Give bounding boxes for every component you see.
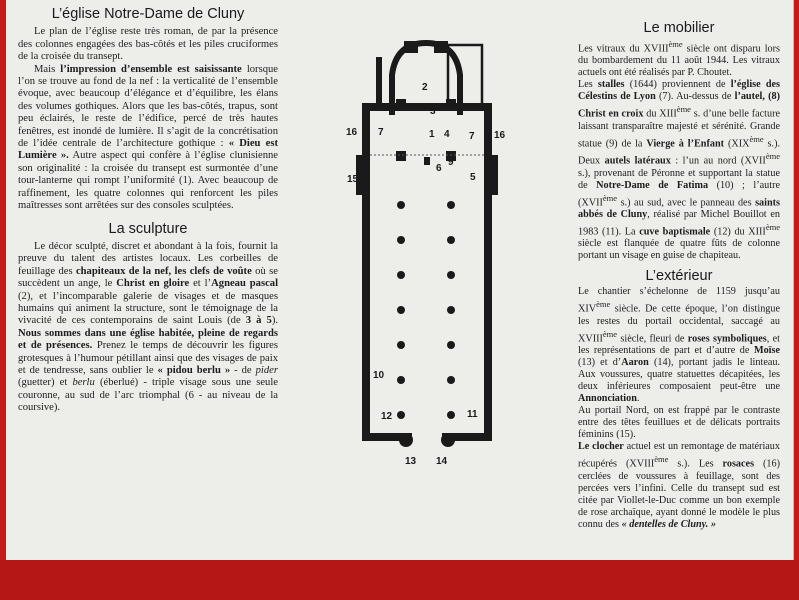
right-column — [578, 22, 780, 531]
plan-label: 7 — [378, 127, 384, 138]
info-board — [6, 0, 794, 560]
plan-label: 15 — [347, 174, 359, 185]
furniture-heading: Le mobilier — [643, 20, 715, 36]
plan-label: 13 — [405, 456, 417, 467]
sculpture-paragraph: Le décor sculpté, discret et abondant à la fois, fournit la preuve du talent des artistes locaux. Les corbeilles de feuillage des chapiteaux de la nef, les clefs de voûte où se succèdent un ange, le Christ en gloire et l’Agneau pascal (2), et l’incomparable galerie de visages et de masques humains qui animent la structure, sont le témoignage de la vivacité de ces contemporains de saint Louis (de 3 à 5). Nous sommes dans une église habitée, pleine de regards et de présences. Prenez le temps de découvrir les figures grotesques à l’humour pétillant ainsi que des visages de paix et de tendresse, sans oublier le « pidou berlu » - de pider (guetter) et berlu (éberlué) - triple visage sous une seule couronne, au sud de l’arc triomphal (6 - au niveau de la coursive). — [18, 240, 279, 414]
plan-label: 14 — [436, 456, 448, 467]
church-title: L’église Notre-Dame de Cluny — [51, 6, 245, 22]
plan-label: 16 — [346, 127, 358, 138]
plan-label: 6 — [436, 163, 442, 174]
plan-label: 2 — [422, 82, 428, 93]
red-frame-bottom — [0, 560, 799, 600]
intro-paragraph: Le plan de l’église reste très roman, de par la présence des colonnes engagées des bas-côtés et les piles cruciformes de la croisée du transept. Mais l’impression d’ensemble est saisissante lorsque l’on se trouve au fond de la nef : la verticalité de l’ensemble évoque, avec beaucoup d’élégance et d’équilibre, les élans des volumes gothiques. Alors que les bas-côtés, trapus, sont peu éclairés, le reste de l’édifice, percé de très hautes fenêtres, est inondé de lumière. Il s’agit de la concrétisation de l’idée centrale de l’architecture gothique : « Dieu est Lumière ». Autre aspect qui confère à l’église clunisienne son originalité : la croisée du transept est surmontée d’une tour-lanterne qui rompt l’uniformité (1). Avec beaucoup de raffinement, les quatre colonnes qui renforcent les piles maîtresses sont arrêtées sur des consoles sculptées. — [18, 26, 279, 212]
church-floor-plan — [336, 35, 516, 475]
plan-pillars — [396, 99, 456, 447]
plan-label: 12 — [381, 411, 393, 422]
plan-label: 4 — [444, 129, 450, 140]
left-column — [18, 8, 278, 415]
exterior-heading: L’extérieur — [645, 268, 713, 285]
plan-walls — [356, 41, 498, 441]
plan-label: 9 — [448, 157, 454, 168]
plan-label: 3 — [430, 106, 436, 117]
plan-label: 1 — [429, 129, 435, 140]
sculpture-heading: La sculpture — [108, 220, 188, 237]
plan-label: 8 — [424, 157, 430, 168]
plan-label: 16 — [494, 130, 506, 141]
furniture-paragraph: Les vitraux du XVIIIème siècle ont disparu lors du bombardement du 11 août 1944. Les vitraux actuels ont été réalisés par P. Choutet. Les stalles (1644) proviennent de l’église des Célestins de Lyon (7). Au-dessus de l’autel, (8) Christ en croix du XIIIème s. d’une belle facture laissant transparaître majesté et sérénité. Grande statue (9) de la Vierge à l’Enfant (XIXème s.). Deux autels latéraux : l’un au nord (XVIIème s.), provenant de Péronne et supportant la statue de Notre-Dame de Fatima (10) ; l’autre (XVIIème s.) au sud, avec le panneau des saints abbés de Cluny, réalisé par Michel Bouillot en 1983 (11). La cuve baptismale (12) du XIIIème siècle est flanquée de quatre fûts de colonne portant un visage en guise de chapiteau. — [578, 39, 781, 262]
exterior-paragraph: Le chantier s’échelonne de 1159 jusqu’au XIVème siècle. De cette époque, l’on distingue les restes du portail occidental, saccagé au XVIIIème siècle, fleuri de roses symboliques, et les représentations de part et d’autre de Moïse (13) et d’Aaron (14), portant jadis le linteau. Aux voussures, quatre statuettes décapitées, les deux inférieures composaient peut-être une Annonciation. Au portail Nord, on est frappé par le contraste entre des têtes feuillues et de délicats portraits féminins (15). Le clocher actuel est un remontage de matériaux récupérés (XVIIIème s.). Les rosaces (16) cerclées de voussures à feuillage, sont des percées vers l’infini. Celle du transept sud est citée par Viollet-le-Duc comme un bon exemple de rose archaïque, ayant donné le modèle le plus connu des « dentelles de Cluny. » — [578, 286, 781, 530]
plan-label: 5 — [470, 172, 476, 183]
plan-label: 7 — [469, 131, 475, 142]
plan-label: 11 — [467, 409, 478, 420]
plan-label: 10 — [373, 370, 385, 381]
